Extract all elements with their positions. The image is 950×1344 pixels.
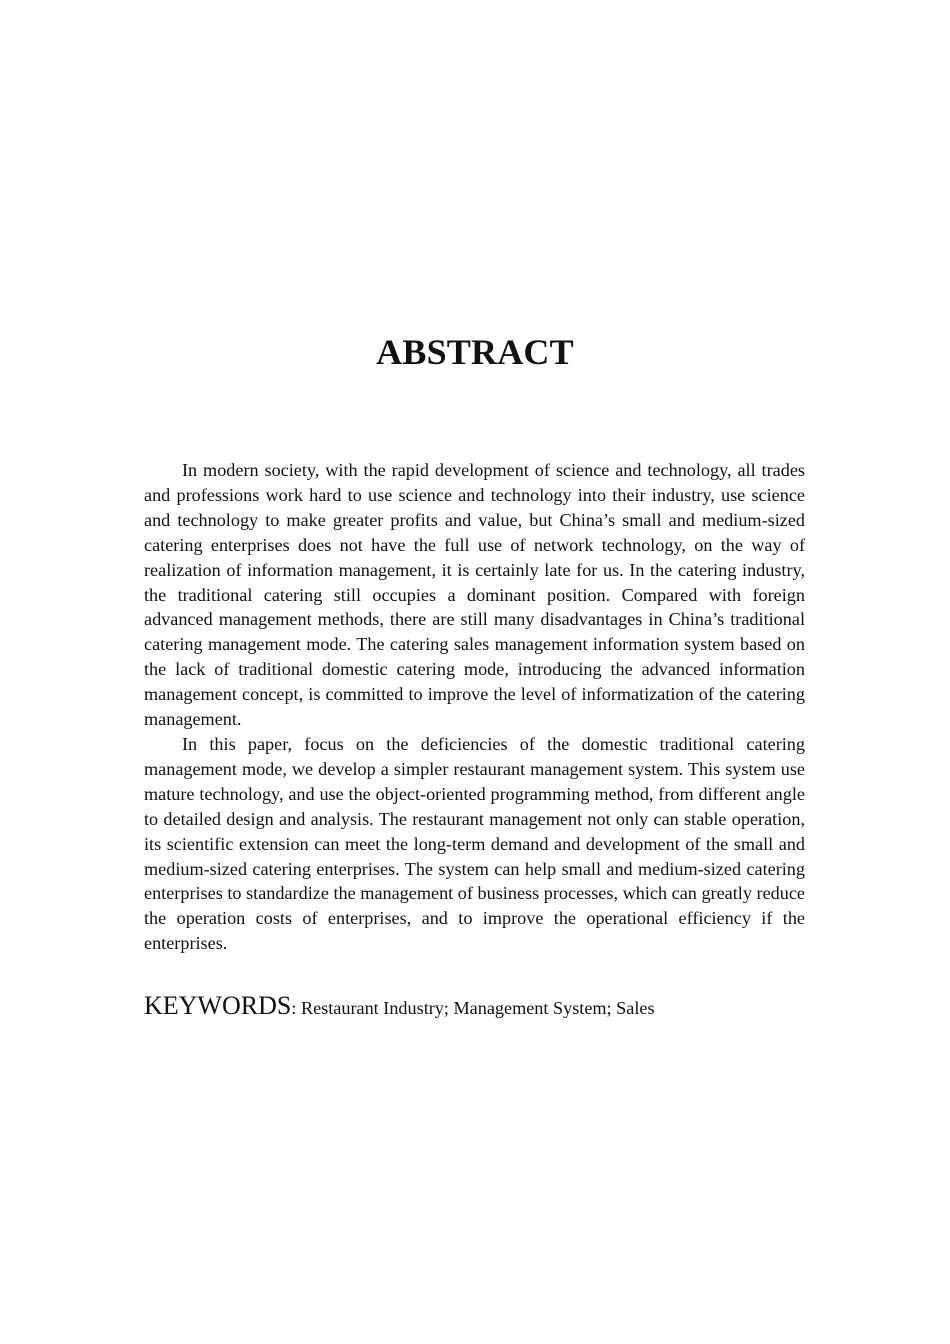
keywords-separator: : [291,998,297,1018]
abstract-paragraph-2: In this paper, focus on the deficiencies of the domestic traditional catering management mode, we develop a simpler restaurant management system. This system use mature technology, and use the object-oriented programming method, from different angle to detailed design and analysis. The restaurant management not only can stable operation, its scientific extension can meet the long-term demand and development of the small and medium-sized catering enterprises. The system can help small and medium-sized catering enterprises to standardize the management of business processes, which can greatly reduce the operation costs of enterprises, and to improve the operational efficiency if the enterprises. [144,733,805,954]
keywords-label: KEYWORDS [144,991,292,1020]
abstract-heading: ABSTRACT [376,332,574,372]
keywords-line [144,990,805,1024]
abstract-paragraph-1: In modern society, with the rapid development of science and technology, all trades and professions work hard to use science and technology into their industry, use science and technology to make greater profits and value, but China’s small and medium-sized catering enterprises does not have the full use of network technology, on the way of realization of information management, it is certainly late for us. In the catering industry, the traditional catering still occupies a dominant position. Compared with foreign advanced management methods, there are still many disadvantages in China’s traditional catering management mode. The catering sales management information system based on the lack of traditional domestic catering mode, introducing the advanced information management concept, is committed to improve the level of informatization of the catering management. [144,460,805,730]
abstract-body [144,458,805,956]
keywords-list: Restaurant Industry; Management System; Sales [300,998,655,1018]
